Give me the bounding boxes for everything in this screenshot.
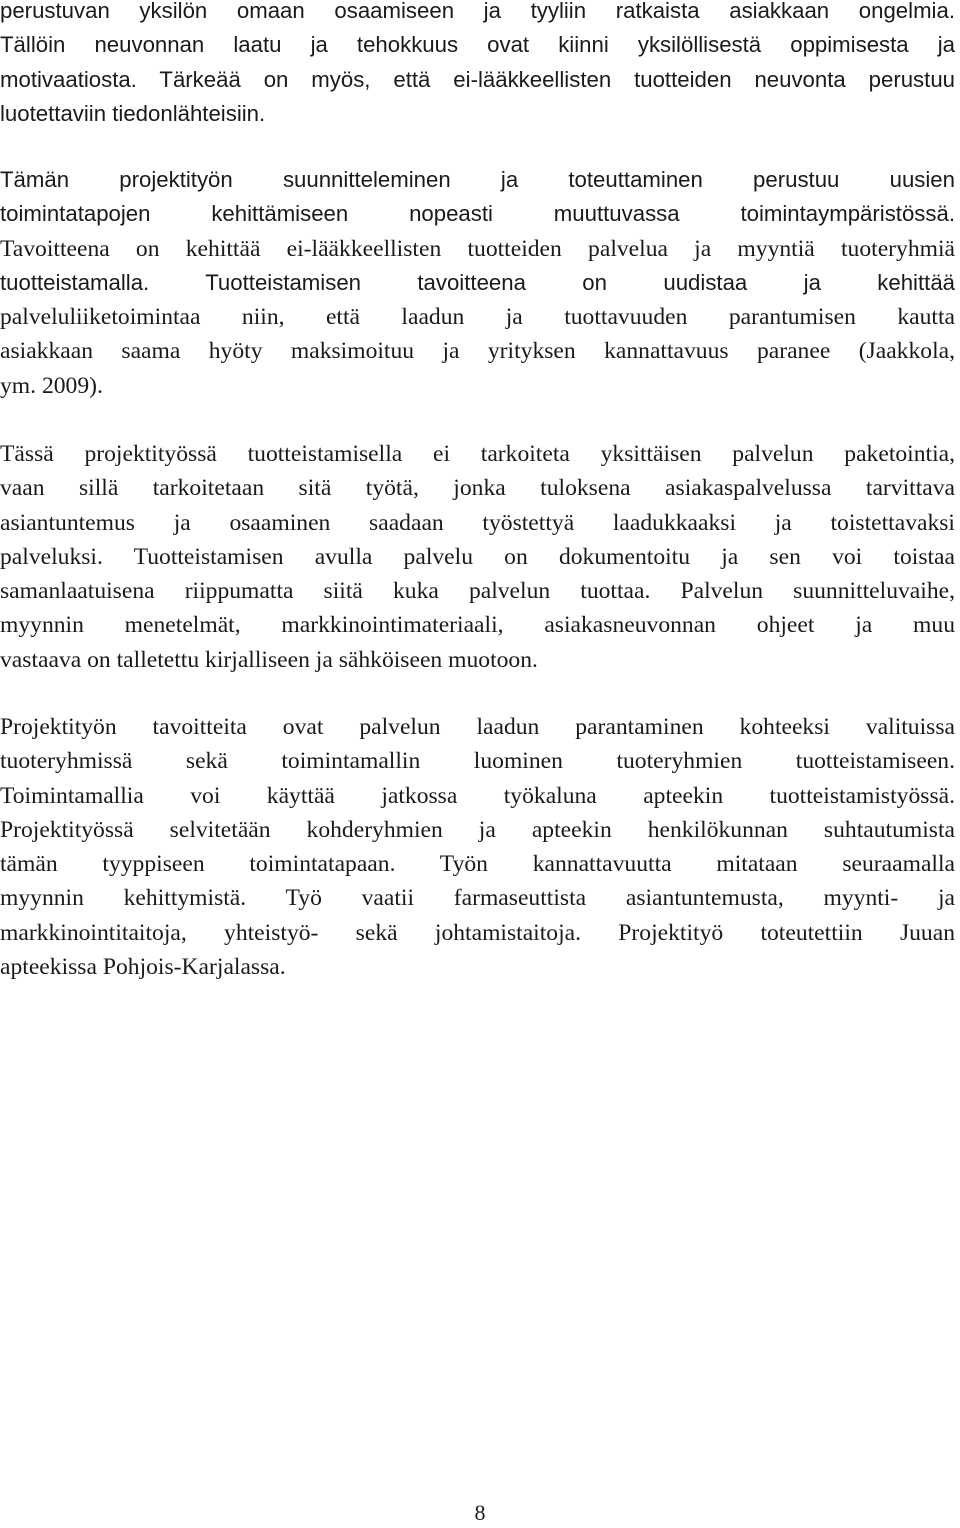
paragraph-line: samanlaatuisena riippumatta siitä kuka palvelun tuottaa. Palvelun suunnitteluvaihe,	[0, 578, 955, 605]
paragraph-line: toimintatapojen kehittämiseen nopeasti muuttuvassa toimintaympäristössä.	[0, 201, 955, 227]
paragraph-line: Tavoitteena on kehittää ei-lääkkeellisten tuotteiden palvelua ja myyntiä tuoteryhmiä	[0, 235, 955, 262]
paragraph-line: tämän tyyppiseen toimintatapaan. Työn kannattavuutta mitataan seuraamalla	[0, 851, 955, 878]
paragraph-line: tuoteryhmissä sekä toimintamallin luominen tuoteryhmien tuotteistamiseen.	[0, 748, 955, 775]
paragraph-line: palveluksi. Tuotteistamisen avulla palvelu on dokumentoitu ja sen voi toistaa	[0, 543, 955, 570]
paragraph-line: markkinointitaitoja, yhteistyö- sekä johtamistaitoja. Projektityö toteutettiin Juuan	[0, 919, 955, 946]
paragraph-2	[0, 163, 955, 403]
paragraph-line: tuotteistamalla. Tuotteistamisen tavoitteena on uudistaa ja kehittää	[0, 269, 955, 295]
paragraph-3	[0, 437, 955, 677]
paragraph-line: Tällöin neuvonnan laatu ja tehokkuus ovat kiinni yksilöllisestä oppimisesta ja	[0, 32, 955, 58]
paragraph-line: luotettaviin tiedonlähteisiin.	[0, 100, 266, 126]
paragraph-line: Toimintamallia voi käyttää jatkossa työkaluna apteekin tuotteistamistyössä.	[0, 782, 955, 809]
paragraph-1	[0, 0, 955, 131]
paragraph-line: Tämän projektityön suunnitteleminen ja toteuttaminen perustuu uusien	[0, 167, 955, 192]
paragraph-line: asiantuntemus ja osaaminen saadaan työstettyä laadukkaaksi ja toistettavaksi	[0, 509, 955, 536]
paragraph-line: ym. 2009).	[0, 372, 103, 399]
paragraph-line: asiakkaan saama hyöty maksimoituu ja yrityksen kannattavuus paranee (Jaakkola,	[0, 338, 955, 365]
paragraph-line: Tässä projektityössä tuotteistamisella ei tarkoiteta yksittäisen palvelun paketointia,	[0, 441, 955, 467]
paragraph-line: Projektityön tavoitteita ovat palvelun laadun parantaminen kohteeksi valituissa	[0, 714, 955, 740]
paragraph-line: myynnin menetelmät, markkinointimateriaali, asiakasneuvonnan ohjeet ja muu	[0, 612, 955, 639]
paragraph-line: vaan sillä tarkoitetaan sitä työtä, jonka tuloksena asiakaspalvelussa tarvittava	[0, 475, 955, 502]
paragraph-line: motivaatiosta. Tärkeää on myös, että ei-lääkkeellisten tuotteiden neuvonta perustuu	[0, 66, 955, 92]
paragraph-4	[0, 710, 955, 984]
paragraph-line: myynnin kehittymistä. Työ vaatii farmaseuttista asiantuntemusta, myynti- ja	[0, 885, 955, 912]
paragraph-line: Projektityössä selvitetään kohderyhmien ja apteekin henkilökunnan suhtautumista	[0, 816, 955, 843]
paragraph-line: apteekissa Pohjois-Karjalassa.	[0, 954, 286, 981]
paragraph-line: vastaava on talletettu kirjalliseen ja sähköiseen muotoon.	[0, 646, 538, 673]
paragraph-line: perustuvan yksilön omaan osaamiseen ja tyyliin ratkaista asiakkaan ongelmia.	[0, 0, 955, 23]
page-number: 8	[474, 1500, 486, 1525]
paragraph-line: palveluliiketoimintaa niin, että laadun ja tuottavuuden parantumisen kautta	[0, 304, 955, 331]
